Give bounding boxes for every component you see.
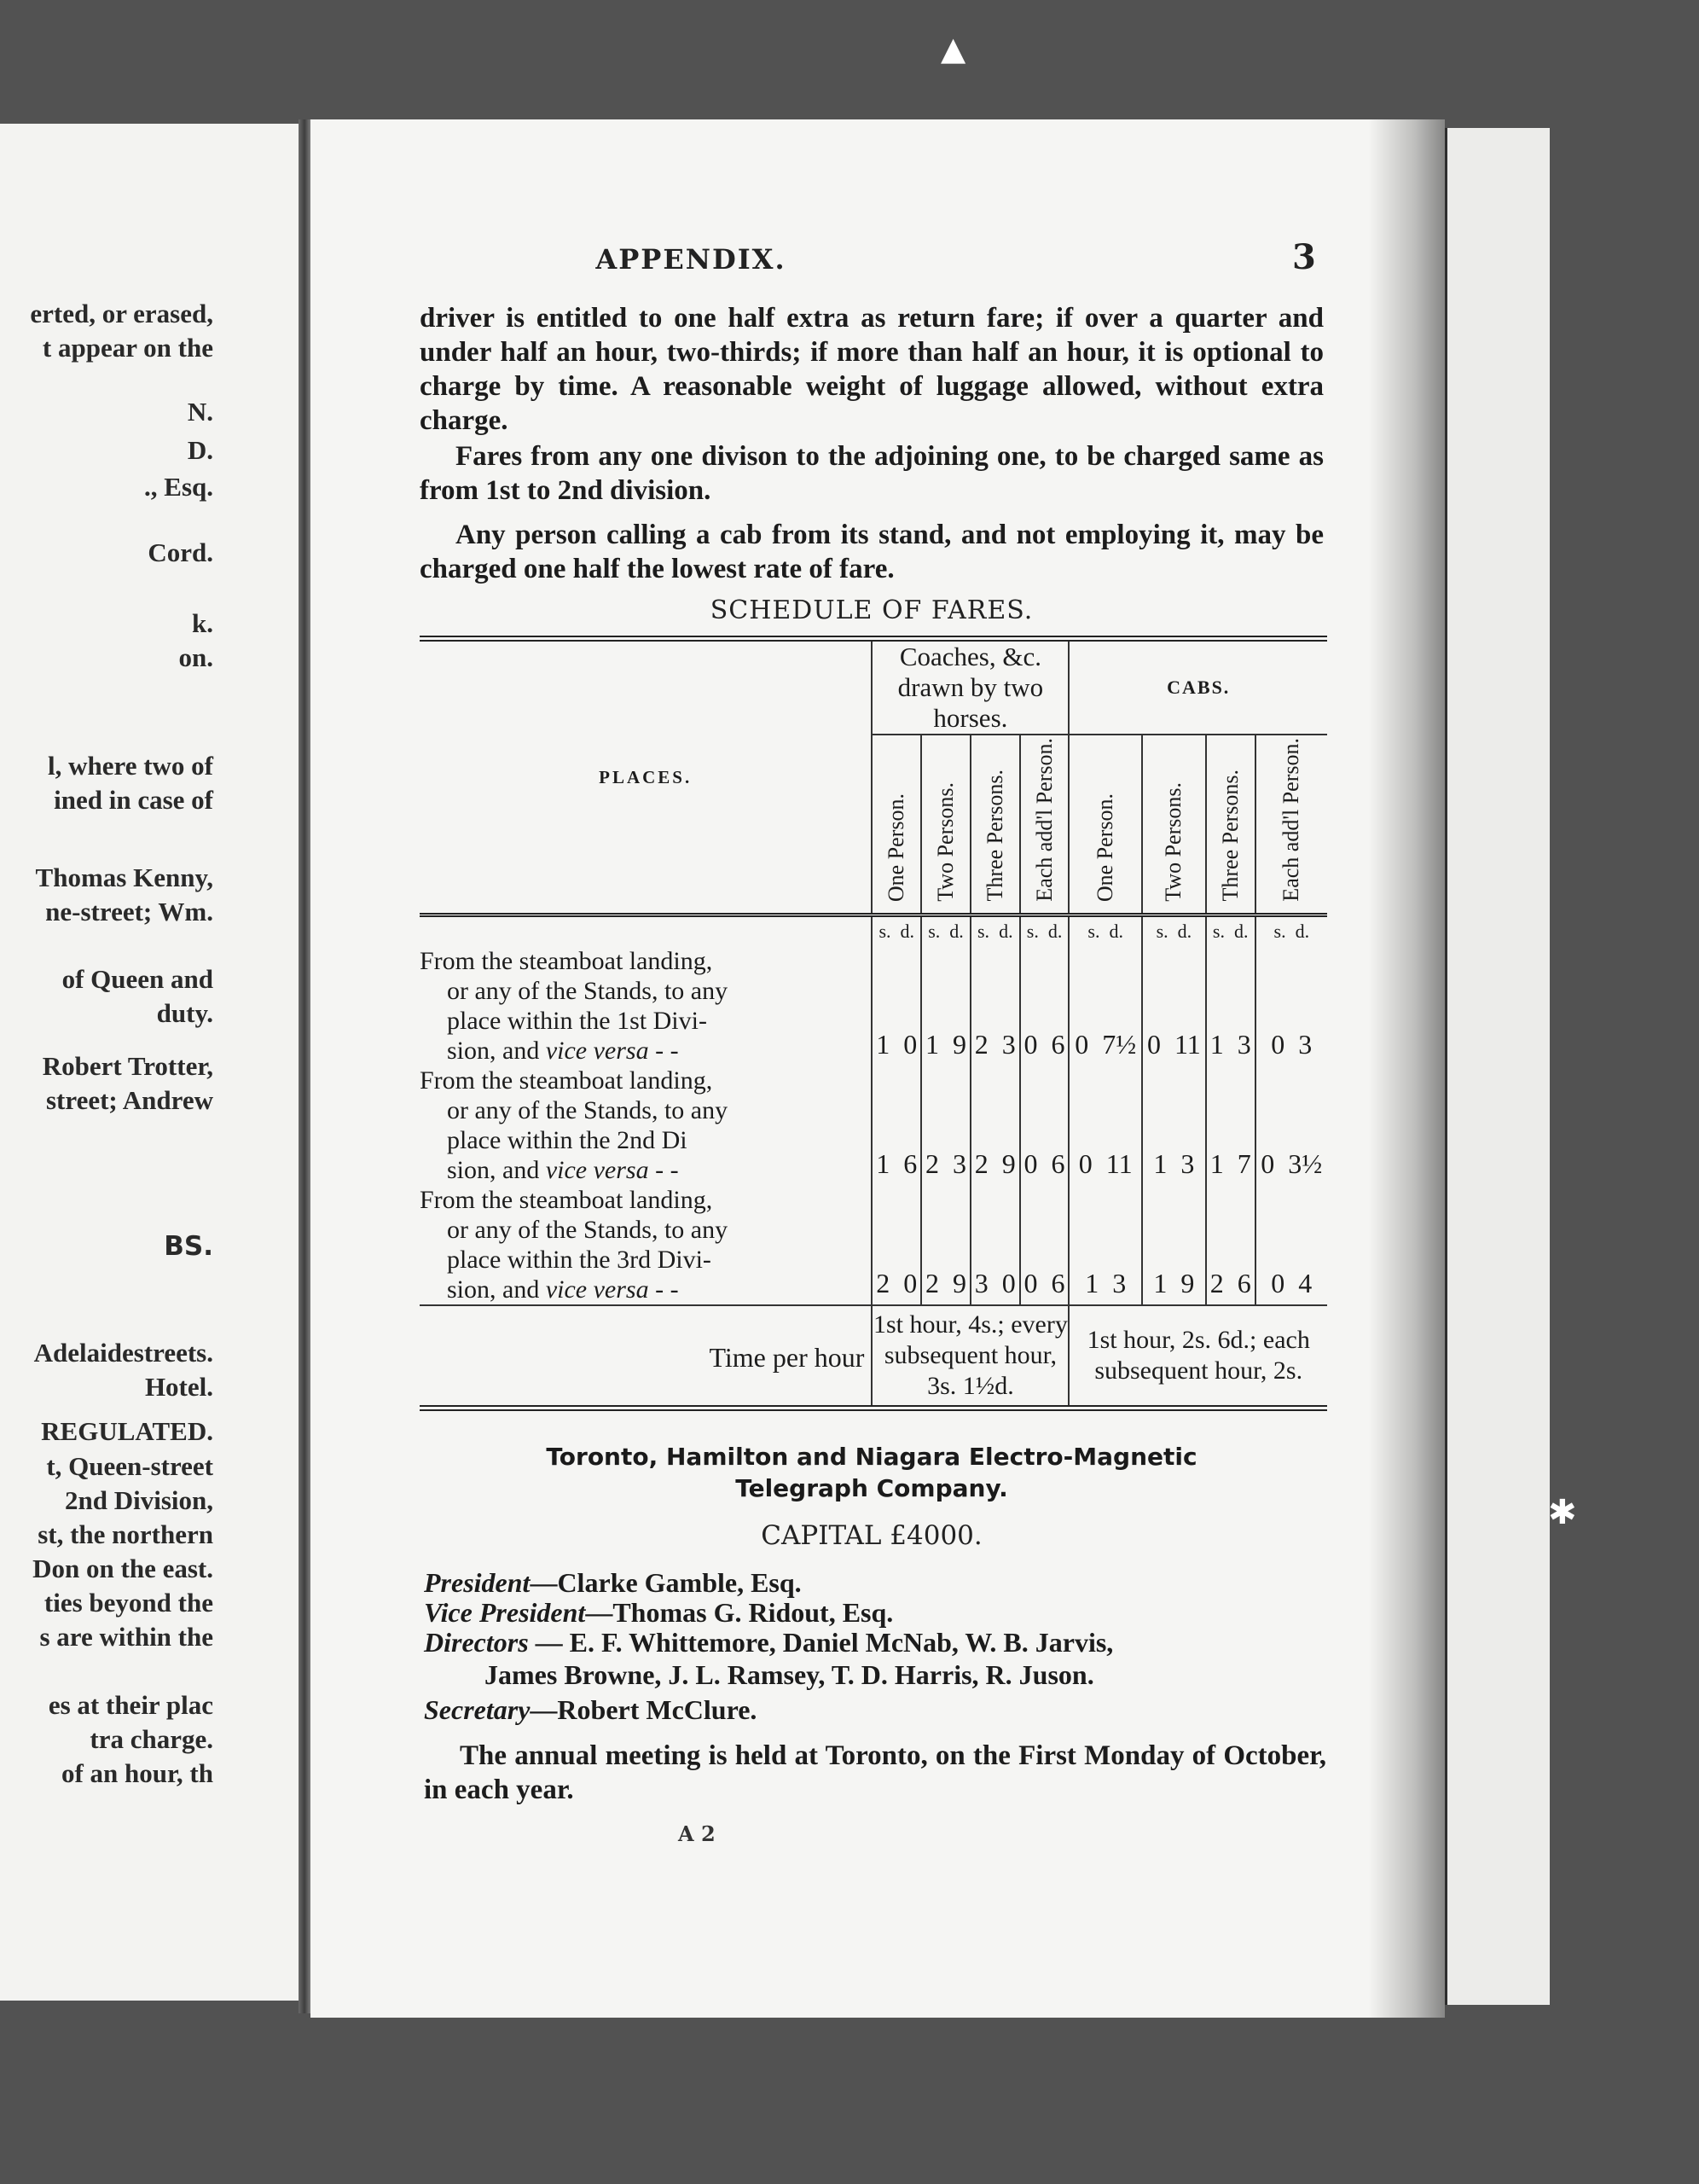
unit-row [420, 915, 1327, 947]
left-line: Don on the east. [32, 1554, 213, 1583]
unit-s: s. [1212, 921, 1225, 942]
speck-mark: ▲ [941, 30, 966, 67]
col-head: Each add'l Person. [1020, 735, 1070, 915]
unit-d: d. [1295, 921, 1310, 942]
cabs-header: CABS. [1069, 642, 1327, 735]
unit-s: s. [928, 921, 941, 942]
unit-s: s. [1273, 921, 1286, 942]
company-name-line-2: Telegraph Company. [735, 1474, 1008, 1502]
left-line: t, Queen-street [46, 1451, 213, 1481]
secretary-line: Secretary—Robert McClure. [424, 1694, 757, 1725]
fare-cell: 1 0 [872, 946, 921, 1066]
left-line: Adelaidestreets. [33, 1338, 213, 1368]
left-line: Robert Trotter, [42, 1051, 213, 1081]
fare-cell: 0 4 [1255, 1185, 1327, 1305]
fare-cell: 0 6 [1020, 1185, 1070, 1305]
time-coaches: 1st hour, 4s.; every subsequent hour, 3s. 1½d. [872, 1305, 1069, 1409]
left-line: ined in case of [54, 785, 213, 815]
intro-paragraph-1: driver is entitled to one half extra as return fare; if over a quarter and under half an hour, two-thirds; if more than half an hour, it is optional to charge by time. A reasonable weight of luggage allowed, without extra charge. [420, 303, 1324, 436]
page-curl-shadow [1368, 119, 1445, 2018]
unit-d: d. [900, 921, 915, 942]
col-head: One Person. [1069, 735, 1142, 915]
unit-d: d. [999, 921, 1013, 942]
running-head: APPENDIX. [595, 243, 786, 276]
unit-s: s. [1156, 921, 1168, 942]
left-line: BS. [164, 1231, 213, 1262]
col-head: Three Persons. [971, 735, 1020, 915]
fare-cell: 1 6 [872, 1066, 921, 1185]
fare-cell: 2 9 [971, 1066, 1020, 1185]
left-line: ., Esq. [144, 472, 213, 502]
book-gutter [299, 119, 310, 2013]
left-line: t appear on the [42, 333, 213, 363]
fare-cell: 0 6 [1020, 1066, 1070, 1185]
directors-line: Directors — E. F. Whittemore, Daniel McNab, W. B. Jarvis, [424, 1627, 1114, 1658]
fare-row-1 [420, 946, 1327, 1066]
place-description: From the steamboat landing, or any of the Stands, to any place within the 2nd Di sion, and vice versa - - [420, 1066, 728, 1184]
left-line: tra charge. [90, 1724, 213, 1754]
left-line: on. [178, 642, 213, 672]
left-line: N. [187, 397, 213, 427]
places-header: PLACES. [599, 766, 693, 787]
fare-cell: 1 9 [921, 946, 971, 1066]
vice-president-line: Vice President—Thomas G. Ridout, Esq. [424, 1597, 894, 1628]
left-line: erted, or erased, [30, 299, 213, 328]
fare-cell: 1 3 [1206, 946, 1255, 1066]
fare-cell: 0 6 [1020, 946, 1070, 1066]
fare-row-3 [420, 1185, 1327, 1305]
unit-s: s. [878, 921, 891, 942]
unit-d: d. [1047, 921, 1063, 942]
fare-cell: 0 11 [1142, 946, 1206, 1066]
company-name-line-1: Toronto, Hamilton and Niagara Electro-Magnetic [546, 1443, 1197, 1471]
left-line: 2nd Division, [64, 1485, 213, 1515]
unit-s: s. [977, 921, 990, 942]
left-line: l, where two of [48, 751, 213, 781]
col-head: Three Persons. [1206, 735, 1255, 915]
capital: CAPITAL £4000. [761, 1520, 983, 1551]
page-edge [1445, 128, 1550, 2005]
col-head: Two Persons. [1142, 735, 1206, 915]
unit-d: d. [1109, 921, 1123, 942]
left-line: Hotel. [144, 1372, 213, 1402]
unit-d: d. [1233, 921, 1249, 942]
fare-cell: 2 3 [921, 1066, 971, 1185]
time-row [420, 1305, 1327, 1409]
left-line: duty. [156, 998, 213, 1028]
fares-table [420, 636, 1327, 1416]
left-line: of an hour, th [61, 1758, 213, 1788]
signature-mark: A 2 [678, 1821, 716, 1846]
intro-paragraph-3: Any person calling a cab from its stand, and not employing it, may be charged one half the lowest rate of fare. [420, 520, 1324, 584]
left-line: street; Andrew [45, 1085, 213, 1115]
fare-cell: 1 9 [1142, 1185, 1206, 1305]
left-line: of Queen and [61, 964, 213, 994]
schedule-title: SCHEDULE OF FARES. [710, 595, 1034, 625]
fare-cell: 0 7½ [1069, 946, 1142, 1066]
col-head: One Person. [872, 735, 921, 915]
left-line: es at their plac [48, 1690, 213, 1720]
president-line: President—Clarke Gamble, Esq. [424, 1567, 802, 1598]
left-line: D. [187, 435, 213, 465]
fare-cell: 2 6 [1206, 1185, 1255, 1305]
time-cabs: 1st hour, 2s. 6d.; each subsequent hour, 2s. [1069, 1305, 1327, 1409]
coaches-header: Coaches, &c. drawn by two horses. [872, 642, 1069, 735]
fare-cell: 2 9 [921, 1185, 971, 1305]
fare-cell: 1 7 [1206, 1066, 1255, 1185]
intro-paragraph-2: Fares from any one divison to the adjoining one, to be charged same as from 1st to 2nd division. [420, 441, 1324, 506]
fare-cell: 0 11 [1069, 1066, 1142, 1185]
unit-d: d. [949, 921, 964, 942]
left-page [0, 124, 299, 2001]
fare-cell: 1 3 [1069, 1185, 1142, 1305]
fare-cell: 1 3 [1142, 1066, 1206, 1185]
time-per-hour-label: Time per hour [420, 1305, 872, 1409]
unit-s: s. [1026, 921, 1039, 942]
fare-cell: 0 3 [1255, 946, 1327, 1066]
fare-cell: 2 0 [872, 1185, 921, 1305]
place-description: From the steamboat landing, or any of the Stands, to any place within the 1st Divi- sion, and vice versa - - [420, 947, 728, 1065]
unit-d: d. [1177, 921, 1192, 942]
fare-cell: 0 3½ [1255, 1066, 1327, 1185]
left-line: st, the northern [38, 1519, 213, 1549]
col-head: Each add'l Person. [1255, 735, 1327, 915]
left-line: s are within the [39, 1622, 213, 1652]
left-line: Cord. [148, 537, 213, 567]
left-line: ne-street; Wm. [45, 897, 213, 926]
left-line: REGULATED. [41, 1416, 213, 1446]
left-line: ties beyond the [43, 1588, 213, 1618]
fare-row-2 [420, 1066, 1327, 1185]
place-description: From the steamboat landing, or any of the Stands, to any place within the 3rd Divi- sion, and vice versa - - [420, 1186, 728, 1304]
unit-s: s. [1087, 921, 1100, 942]
directors-line-2: James Browne, J. L. Ramsey, T. D. Harris, R. Juson. [484, 1659, 1094, 1690]
left-line: Thomas Kenny, [35, 863, 213, 892]
fare-cell: 2 3 [971, 946, 1020, 1066]
col-head: Two Persons. [921, 735, 971, 915]
page-number: 3 [1292, 237, 1316, 277]
speck-mark: ✱ [1548, 1493, 1577, 1532]
left-line: k. [192, 608, 213, 638]
annual-meeting: The annual meeting is held at Toronto, on the First Monday of October, in each year. [424, 1740, 1326, 1805]
fare-cell: 3 0 [971, 1185, 1020, 1305]
